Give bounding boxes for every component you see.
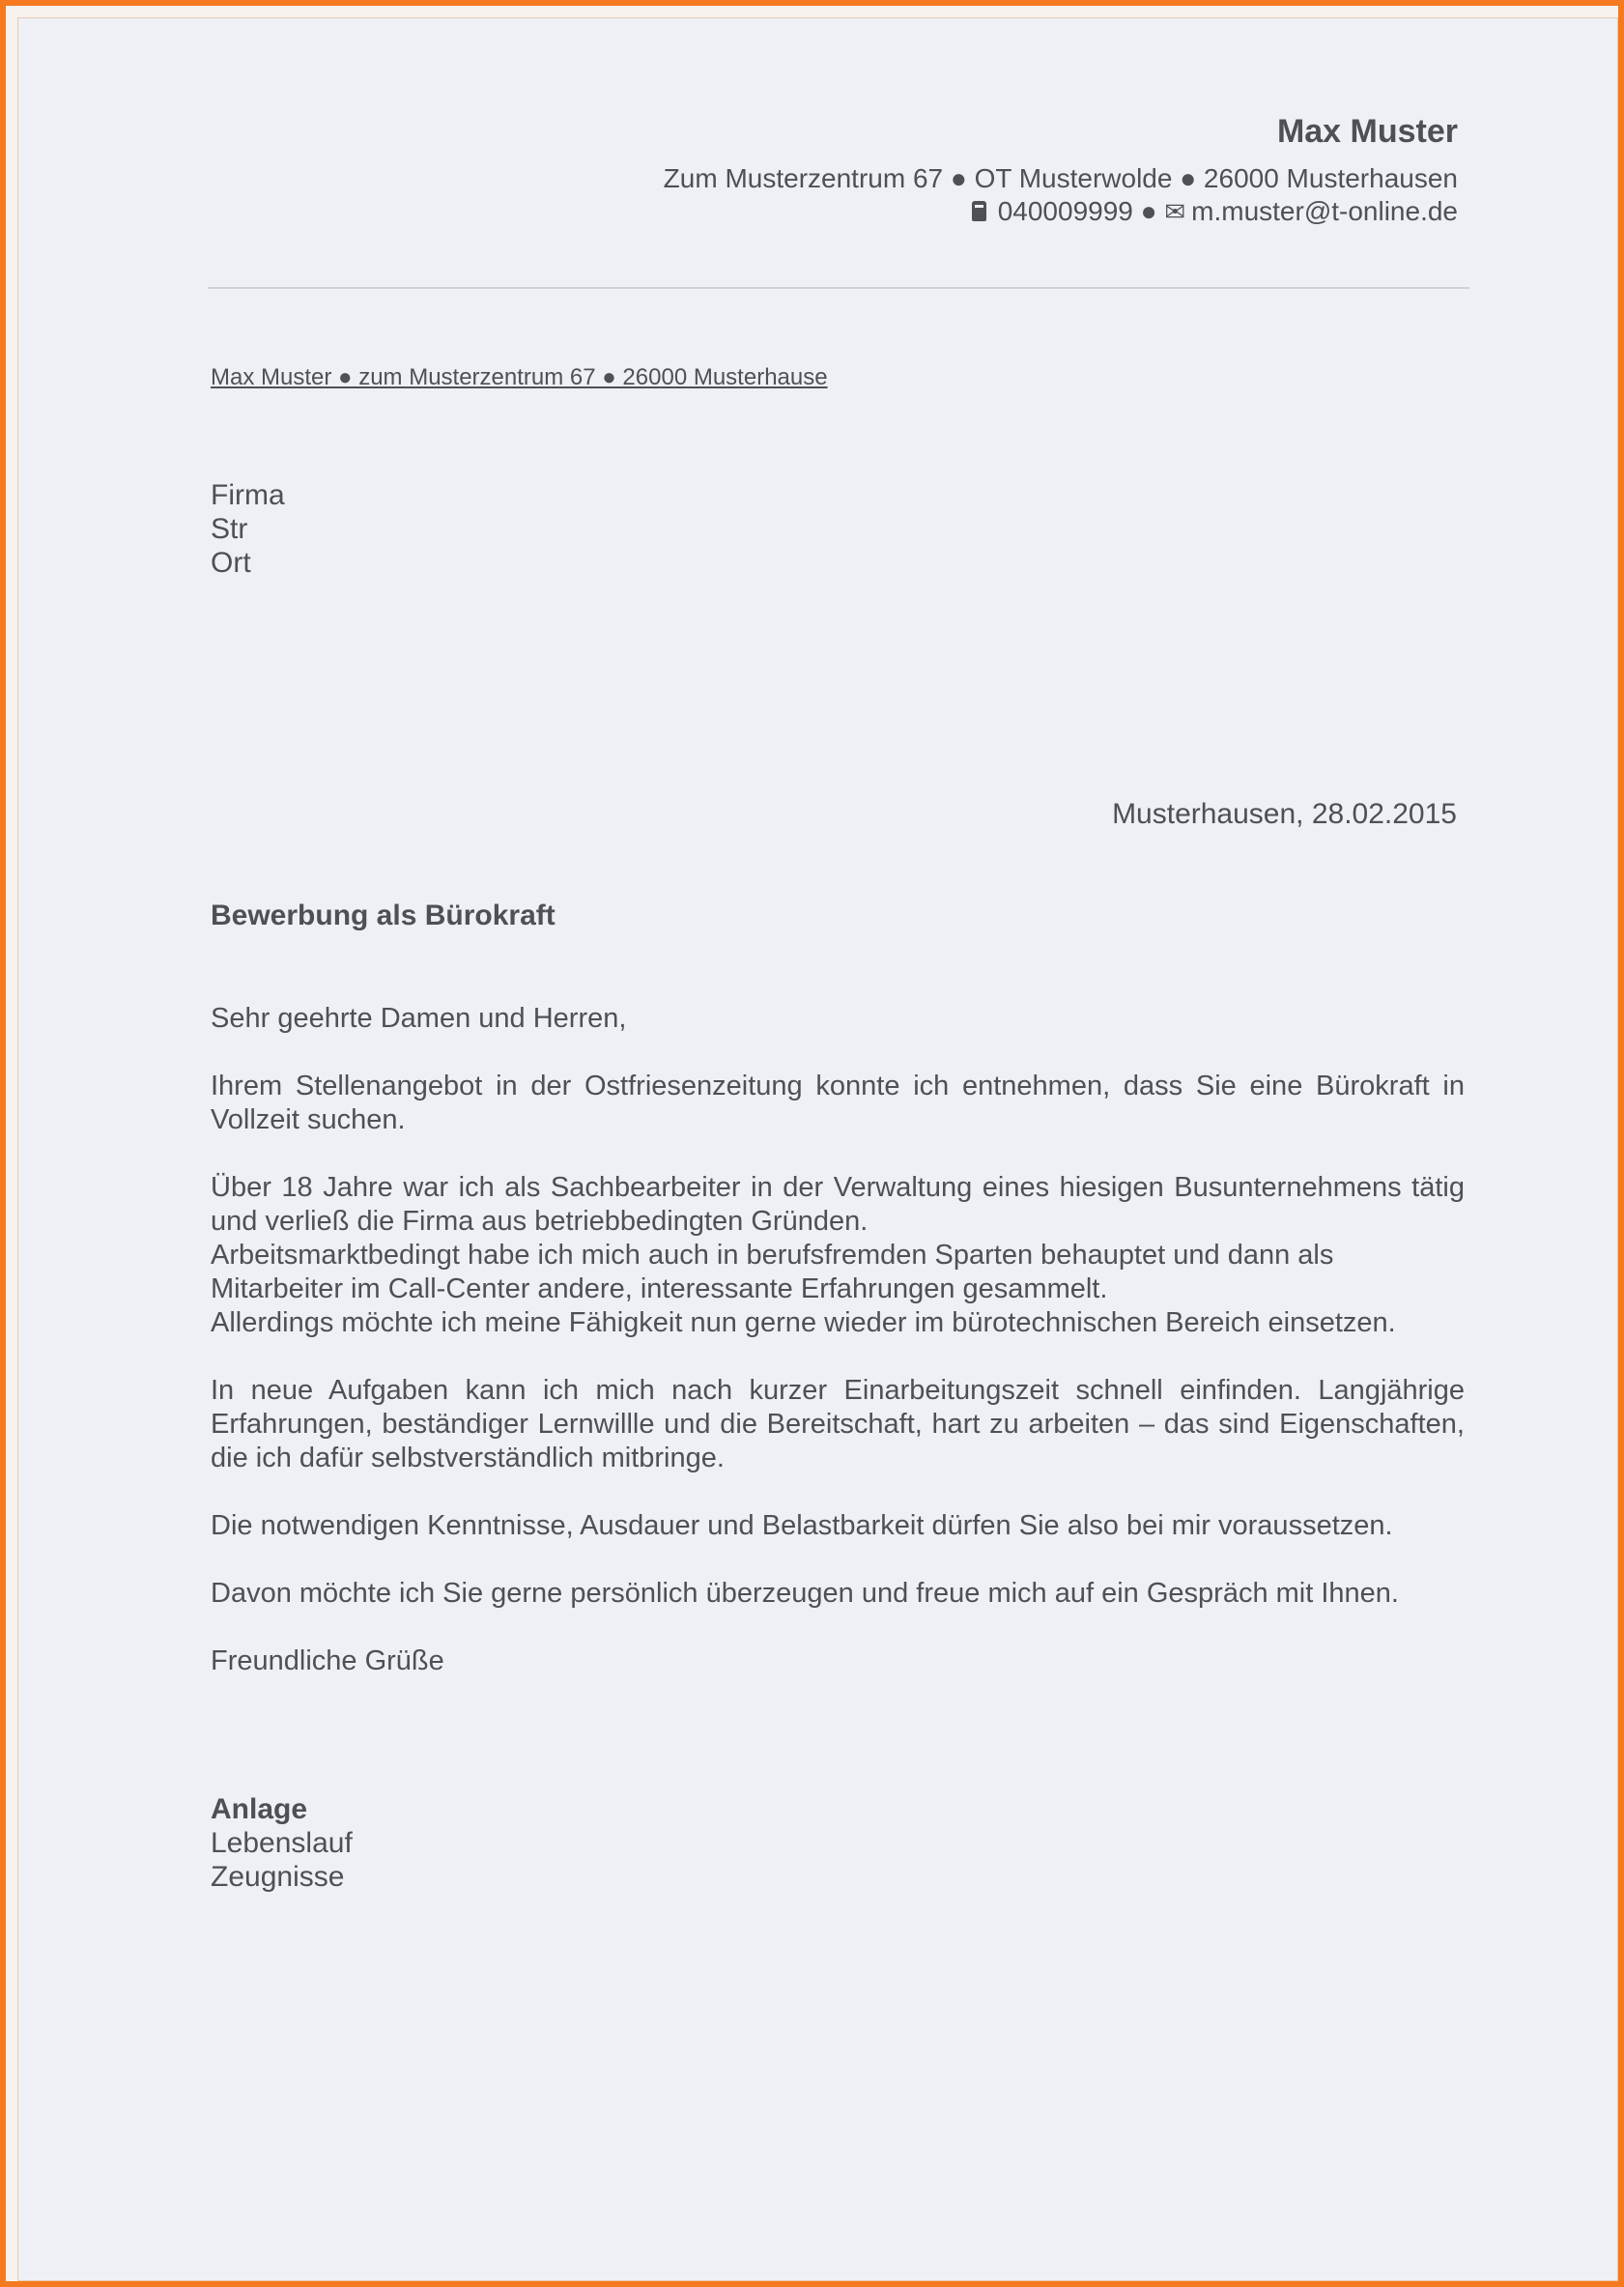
sender-email: m.muster@t-online.de <box>1191 196 1458 226</box>
recipient-company: Firma <box>211 479 285 511</box>
contact-separator: ● <box>1132 196 1165 226</box>
paragraph-interview: Davon möchte ich Sie gerne persönlich überzeugen und freue mich auf ein Gespräch mit Ihnen. <box>211 1578 1399 1609</box>
sender-contact <box>972 196 1458 227</box>
salutation: Sehr geehrte Damen und Herren, <box>211 1003 627 1034</box>
paragraph-intro: Ihrem Stellenangebot in der Ostfriesenzeitung konnte ich entnehmen, dass Sie eine Bürokraft in Vollzeit suchen. <box>211 1071 1465 1135</box>
sender-address: Zum Musterzentrum 67 ● OT Musterwolde ● 26000 Musterhausen <box>663 163 1458 193</box>
return-address: Max Muster ● zum Musterzentrum 67 ● 26000 Musterhause <box>211 364 828 390</box>
closing: Freundliche Grüße <box>211 1645 444 1676</box>
sender-name: Max Muster <box>1276 113 1458 150</box>
letter-page <box>17 17 1618 2281</box>
recipient-block <box>211 478 285 580</box>
paragraph-experience-c: Allerdings möchte ich meine Fähigkeit nun gerne wieder im bürotechnischen Bereich einsetzen. <box>211 1307 1396 1338</box>
recipient-street: Str <box>211 513 248 545</box>
phone-icon <box>972 201 986 221</box>
enclosure-item: Lebenslauf <box>211 1827 353 1859</box>
sender-phone: 040009999 <box>997 196 1133 226</box>
paragraph-qualities: In neue Aufgaben kann ich mich nach kurzer Einarbeitungszeit schnell einfinden. Langjährige Erfahrungen, beständiger Lernwillle und die Bereitschaft, hart zu arbeiten – das sind Eigenschaften, die ich dafür selbstverständlich mitbringe. <box>211 1375 1465 1473</box>
enclosure-block <box>211 1792 353 1894</box>
recipient-city: Ort <box>211 547 251 579</box>
enclosure-title: Anlage <box>211 1793 308 1825</box>
paragraph-experience <box>211 1171 1465 1340</box>
subject-line: Bewerbung als Bürokraft <box>211 900 556 931</box>
enclosure-item: Zeugnisse <box>211 1861 345 1893</box>
paragraph-skills: Die notwendigen Kenntnisse, Ausdauer und Belastbarkeit dürfen Sie also bei mir voraussetzen. <box>211 1510 1393 1541</box>
paragraph-experience-b: Arbeitsmarktbedingt habe ich mich auch in berufsfremden Sparten behauptet und dann als Mitarbeiter im Call-Center andere, interessante Erfahrungen gesammelt. <box>211 1240 1334 1304</box>
letter-body <box>211 1002 1465 1780</box>
paragraph-experience-a: Über 18 Jahre war ich als Sachbearbeiter in der Verwaltung eines hiesigen Busunternehmens tätig und verließ die Firma aus betriebbedingten Gründen. <box>211 1172 1465 1237</box>
date-line: Musterhausen, 28.02.2015 <box>1112 798 1457 830</box>
envelope-icon: ✉ <box>1164 197 1186 226</box>
header-divider <box>208 287 1469 289</box>
